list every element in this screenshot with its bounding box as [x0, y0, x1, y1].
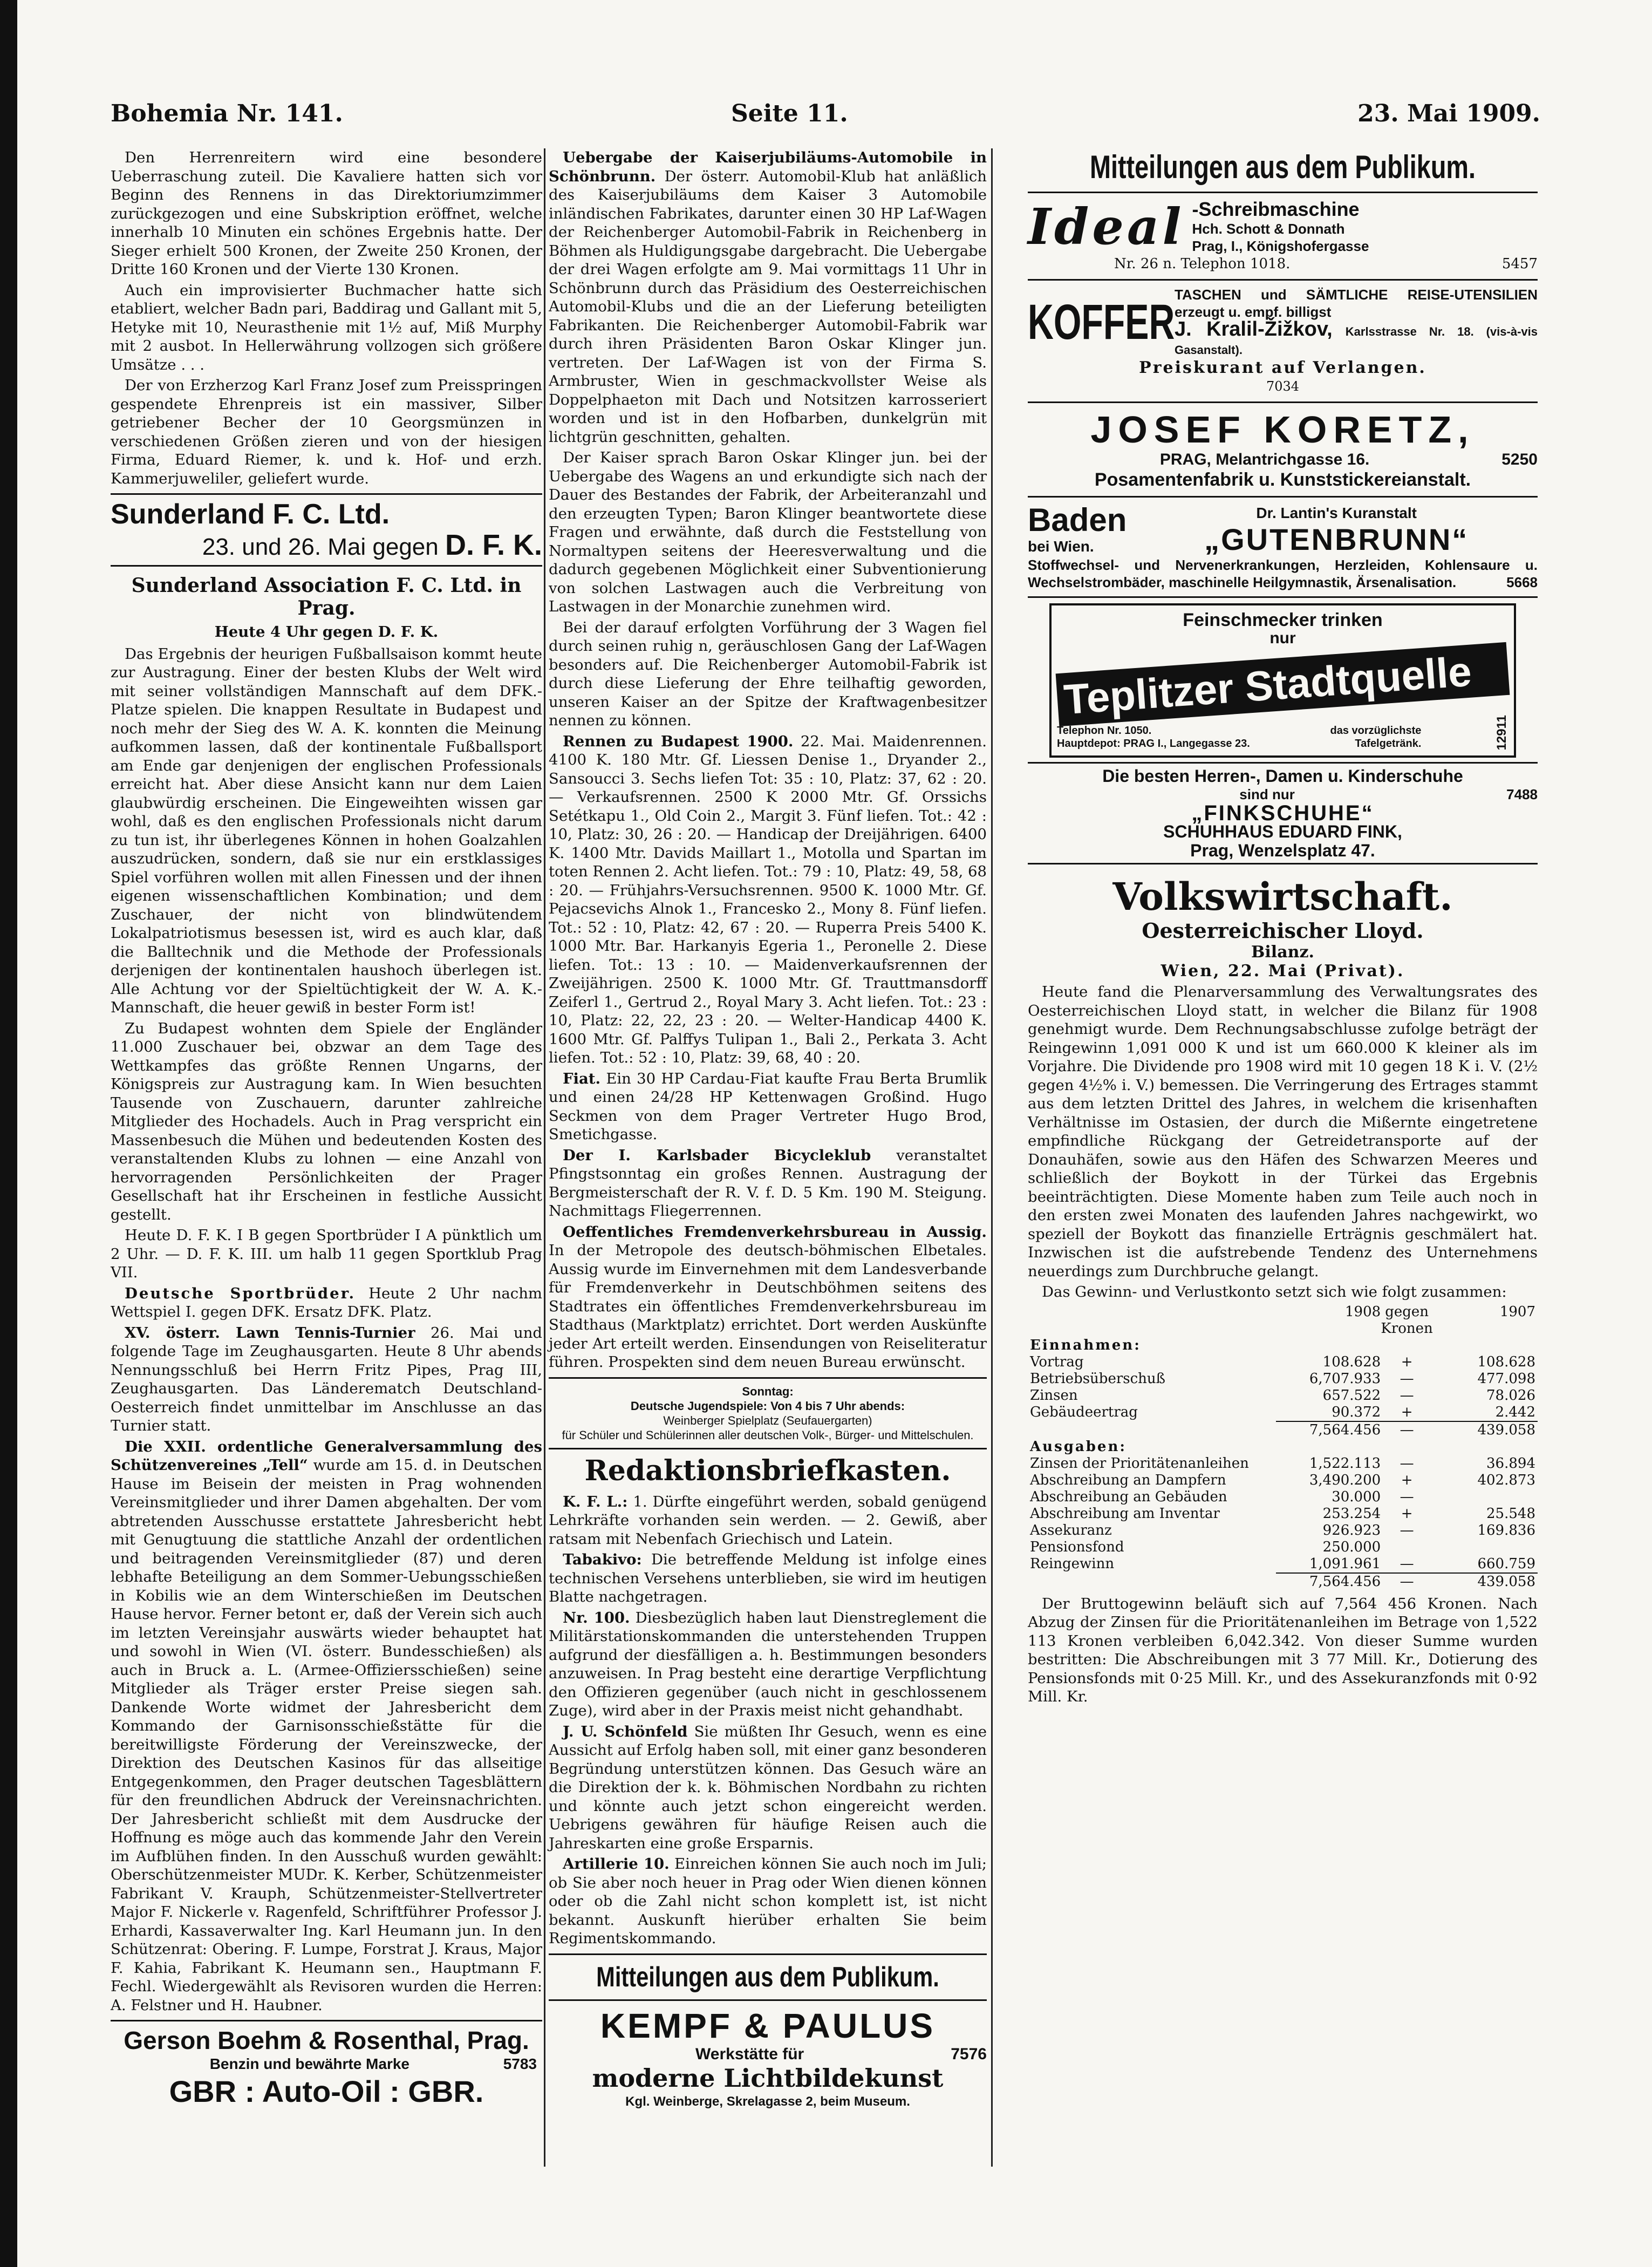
item-heading: Der I. Karlsbader Bicycleklub: [563, 1146, 871, 1164]
ad-address: PRAG, Melantrichgasse 16.: [1159, 450, 1370, 468]
ad-number: 7488: [1506, 786, 1538, 803]
header-page-number: Seite 11.: [731, 100, 848, 127]
reply-text: Sie müßten Ihr Gesuch, wenn es eine Aussicht auf Erfolg haben soll, mit einer ganz besonderen Begründung unterstützen können. Das Gesuch wäre an die Direktion der k. k. Böhmischen Nordbahn zu richten und könnte auch jetzt schon eingereicht werden. Uebrigens gewähren für häufige Reisen auch die Jahreskarten eine große Ersparnis.: [549, 1723, 987, 1852]
letter-reply: [549, 1855, 987, 1948]
ad-number: 7576: [951, 2045, 987, 2063]
item-heading: Die XXII. ordentliche Generalversammlung des Schützenvereines „Tell“: [111, 1438, 542, 1474]
item-heading: Deutsche Sportbrüder.: [125, 1284, 356, 1302]
table-cell: 108.628: [1322, 1353, 1381, 1370]
ad-text: Werkstätte für: [695, 2045, 804, 2063]
table-cell: Zinsen der Prioritätenanleihen: [1030, 1455, 1249, 1472]
ad-details: [1175, 286, 1538, 359]
ad-address: Karlsstrasse Nr. 18. (vis-à-vis Gasanstalt).: [1175, 324, 1538, 357]
article-paragraph: [549, 1223, 987, 1372]
table-section: Ausgaben:: [1030, 1438, 1127, 1455]
article-paragraph: Das Gewinn- und Verlustkonto setzt sich wie folgt zusammen:: [1042, 1283, 1507, 1301]
item-text: veranstaltet Pfingstsonntag ein großes Rennen. Austragung der Bergmeisterschaft der R. V. f. D. 5 Km. 190 M. Steigung. Nachmittags Fliegerrennen.: [549, 1146, 987, 1220]
divider: [1028, 596, 1538, 598]
table-cell: 169.836: [1477, 1522, 1535, 1538]
ad-number: 7034: [1266, 379, 1300, 394]
ad-number: 12911: [1494, 714, 1509, 750]
notice-line: für Schüler und Schülerinnen aller deutschen Volk-, Bürger- und Mittelschulen.: [562, 1428, 974, 1442]
table-cell: 250.000: [1322, 1538, 1381, 1555]
table-cell: 108.628: [1477, 1353, 1535, 1370]
article-paragraph: Der Bruttogewinn beläuft sich auf 7,564 456 Kronen. Nach Abzug der Zinsen für die Prioritätenanleihen im Betrage von 1,522 113 Kronen verbleiben 6,042.342. Von dieser Summe wurden bestritten: Die Abschreibungen mit 3 77 Mill. Kr., Dotierung des Pensionsfonds mit 0·25 Mill. Kr., und des Assekuranzfonds mit 0·92 Mill. Kr.: [1028, 1595, 1538, 1706]
scan-edge: [0, 0, 17, 2267]
table-cell: [1431, 1439, 1538, 1455]
table-cell: Gebäudeertrag: [1030, 1404, 1138, 1421]
article-paragraph: [549, 1146, 987, 1221]
ad-text: Die besten Herren-, Damen u. Kinderschuhe: [1102, 766, 1463, 786]
ad-place: [1028, 503, 1127, 556]
reply-heading: J. U. Schönfeld: [563, 1723, 688, 1740]
ad-line: [549, 2045, 987, 2064]
table-cell: 477.098: [1477, 1370, 1535, 1387]
divider: [1028, 496, 1538, 498]
reply-text: 1. Dürfte eingeführt werden, sobald genügend Lehrkräfte vorhanden sein werden. — 2. Gewiß, aber ratsam mit Nebenfach Griechisch und Latein.: [549, 1493, 987, 1548]
table-cell: 90.372: [1332, 1404, 1381, 1420]
table-cell: 402.873: [1477, 1472, 1535, 1488]
column-2: [549, 148, 987, 2112]
item-text: In der Metropole des deutsch-böhmischen Elbetales. Aussig wurde im Einvernehmen mit dem Landesverbande für Fremdenverkehr in Deutschböhmen seitens des Stadtrates ein öffentliches Fremdenverkehrsbureau im Stadthaus (Marktplatz) errichtet. Dort werden Auskünfte jeder Art erteilt werden. Einsendungen von Reiseliteratur führen. Prospekten sind dem neuen Bureau erwünscht.: [549, 1242, 987, 1371]
table-cell: [1276, 1439, 1383, 1455]
ad-company: JOSEF KORETZ,: [1090, 408, 1475, 451]
ad-footer-left: [1057, 724, 1250, 750]
article-paragraph: Der von Erzherzog Karl Franz Josef zum Preisspringen gespendete Ehrenpreis ist ein massiver, Silber getriebener Becher der 10 Georgsmünzen in verschiedenen Größen zieren und von der hiesigen Firma, Eduard Riemer, k. und k. Hof- und erzh. Kammerjuweliler, geliefert wurde.: [111, 377, 542, 487]
ad-section-title: Mitteilungen aus dem Publikum.: [596, 1961, 939, 1993]
article-paragraph: Der Kaiser sprach Baron Oskar Klinger jun. bei der Uebergabe des Wagens an und erkundigte sich nach der Dauer des Bestandes der Fabrik, der Arbeiteranzahl und den erzeugten Typen; Baron Klinger beantwortete diese Fragen und erwähnte, daß durch die Feststellung von Normaltypen seitens der Heeresverwaltung und die dadurch gegebenen Möglichkeit einer Subventionierung von solchen Lastwagen auch die Verbreitung von Lastwagen in der Monarchie zunehmen wird.: [549, 449, 987, 615]
table-cell: Abschreibung am Inventar: [1030, 1505, 1220, 1522]
koretz-ad: [1028, 409, 1538, 491]
divider: [1028, 279, 1538, 281]
item-heading: Fiat.: [563, 1070, 601, 1087]
table-cell: —: [1400, 1555, 1414, 1572]
ad-address: Prag, I., Königshofergasse: [1192, 238, 1369, 254]
dateline: Wien, 22. Mai (Privat).: [1161, 961, 1405, 981]
section-headline: Redaktionsbriefkasten.: [584, 1454, 951, 1487]
reply-text: Die betreffende Meldung ist infolge eines technischen Versehens unterblieben, sie wird im heutigen Blatte nachgetragen.: [549, 1551, 987, 1605]
reply-text: Einreichen können Sie auch noch im Juli; ob Sie aber noch heuer in Prag oder Wien dienen können oder ob die Zahl nicht schon komplett ist, ist nicht bekannt. Auskunft hierüber erhalten Sie beim Regimentskommando.: [549, 1855, 987, 1947]
table-header: gegen: [1385, 1303, 1429, 1320]
article-subheadline: Heute 4 Uhr gegen D. F. K.: [214, 623, 439, 641]
article-paragraph: [111, 1438, 542, 2015]
article-paragraph: [549, 732, 987, 1067]
table-cell: Zinsen: [1030, 1387, 1078, 1404]
article-subheadline: Bilanz.: [1251, 943, 1314, 962]
table-cell: [1431, 1489, 1538, 1506]
ad-details: [1192, 199, 1538, 255]
ad-tagline: Preiskurant auf Verlangen.: [1139, 358, 1426, 377]
table-cell: —: [1400, 1522, 1414, 1538]
column-rule: [991, 148, 993, 2167]
ad-line: [116, 2055, 537, 2074]
fink-ad: [1028, 762, 1538, 865]
table-cell: —: [1400, 1455, 1414, 1472]
divider: [1028, 192, 1538, 193]
table-cell: [1028, 1421, 1276, 1439]
table-sum-row: [1028, 1573, 1538, 1590]
item-heading: XV. österr. Lawn Tennis-Turnier: [125, 1324, 415, 1342]
notice-line: Weinberger Spielplatz (Seufauergarten): [663, 1413, 872, 1427]
table-cell: 30.000: [1332, 1488, 1381, 1505]
table-cell: 660.759: [1477, 1555, 1535, 1572]
ad-text: Posamentenfabrik u. Kunststickereianstalt.: [1094, 469, 1471, 490]
ad-product: -Schreibmaschine: [1192, 198, 1360, 220]
table-cell: 25.548: [1486, 1505, 1535, 1522]
table-cell: Abschreibung an Gebäuden: [1030, 1488, 1227, 1505]
table-cell: Assekuranz: [1030, 1522, 1112, 1538]
ad-company: Gerson Boehm & Rosenthal, Prag.: [124, 2026, 529, 2054]
ad-details: [1135, 504, 1538, 556]
table-cell: 78.026: [1486, 1387, 1535, 1404]
divider: [549, 1448, 987, 1449]
ad-text: [1028, 556, 1538, 591]
table-row: [1028, 1354, 1538, 1371]
ad-opponent: D. F. K.: [445, 529, 542, 561]
ad-text: Benzin und bewährte Marke: [209, 2055, 409, 2072]
balance-table: [1028, 1304, 1538, 1590]
header-date: 23. Mai 1909.: [1357, 100, 1540, 127]
table-unit: Kronen: [1381, 1320, 1433, 1337]
ad-subplace: bei Wien.: [1028, 538, 1094, 555]
article-paragraph: Zu Budapest wohnten dem Spiele der Engländer 11.000 Zuschauer bei, obzwar an dem Tage des Wettkampfes das größte Rennen Ungarns, der Königspreis zur Austragung kam. In Wien besuchten Tausende von Zuschauern, darunter zahlreiche Mitglieder des Hochadels. Auch in Prag verspricht ein Massenbesuch die Mühen und bedeutenden Kosten des veranstaltenden Klubs zu lohnen — eine Anzahl von hervorragenden Persönlichkeiten der Prager Gesellschaft hat ihr Erscheinen in festliche Aussicht gestellt.: [111, 1019, 542, 1223]
table-cell: 926.923: [1322, 1522, 1381, 1538]
kempf-ad: [549, 2006, 987, 2112]
ad-number: 5457: [1501, 256, 1538, 272]
reply-heading: Nr. 100.: [563, 1609, 630, 1626]
table-cell: 253.254: [1322, 1505, 1381, 1522]
article-headline: Sunderland Association F. C. Ltd. in Prag.: [131, 574, 522, 619]
item-heading: Oeffentliches Fremdenverkehrsbureau in Aussig.: [563, 1223, 987, 1241]
page-header: [111, 97, 1540, 135]
table-cell: [1431, 1539, 1538, 1556]
table-row: [1028, 1506, 1538, 1522]
article-paragraph: [549, 148, 987, 446]
ad-brand: Baden: [1028, 502, 1127, 538]
ad-line: [1114, 255, 1538, 274]
section-headline: Volkswirtschaft.: [1112, 874, 1453, 920]
column-3: [1028, 148, 1538, 1708]
item-heading: Uebergabe der Kaiserjubiläums-Automobile in Schönbrunn.: [549, 149, 987, 185]
ad-line: [1175, 317, 1538, 359]
reply-heading: Artillerie 10.: [563, 1855, 670, 1873]
ad-dates: 23. und 26. Mai gegen: [202, 534, 439, 560]
ad-number: 5250: [1501, 450, 1538, 468]
ad-brand: GBR : Auto-Oil : GBR.: [169, 2074, 484, 2108]
sunderland-ad: [111, 493, 542, 567]
newspaper-page: [111, 97, 1540, 2175]
ad-line: [1028, 451, 1538, 469]
table-cell: +: [1401, 1505, 1413, 1522]
table-row: [1028, 1556, 1538, 1573]
item-heading: Rennen zu Budapest 1900.: [563, 732, 794, 750]
table-sum-row: [1028, 1421, 1538, 1439]
table-row: [1028, 1539, 1538, 1556]
ad-title: Sunderland F. C. Ltd.: [111, 499, 390, 530]
ad-company: SCHUHHAUS EDUARD FINK,: [1163, 822, 1402, 842]
reply-heading: Tabakivo:: [563, 1551, 642, 1568]
ad-tagline: moderne Lichtbildekunst: [592, 2064, 944, 2093]
header-issue: Bohemia Nr. 141.: [111, 100, 343, 127]
column-1: [111, 148, 542, 2119]
table-section-row: [1028, 1439, 1538, 1455]
article-paragraph: Den Herrenreitern wird eine besondere Ueberraschung zuteil. Die Kavaliere hatten sich vor Beginn des Rennens in das Direktoriumzimmer zurückgezogen und eine Subskription eröffnet, welche innerhalb 10 Minuten ein schönes Ergebnis hatte. Der Sieger erhielt 500 Kronen, der Zweite 250 Kronen, der Dritte 160 Kronen und der Vierte 130 Kronen.: [111, 149, 542, 278]
table-cell: [1383, 1539, 1431, 1556]
table-cell: —: [1400, 1387, 1414, 1404]
notice-line: Sonntag:: [742, 1384, 794, 1398]
table-cell: 1,522.113: [1309, 1455, 1381, 1472]
ad-subline: [111, 530, 542, 562]
table-cell: —: [1400, 1370, 1414, 1387]
table-cell: 6,707.933: [1309, 1370, 1381, 1387]
item-text: Der österr. Automobil-Klub hat anläßlich des Kaiserjubiläums dem Kaiser 3 Automobile inländischen Fabrikates, darunter einen 30 HP Laf-Wagen der Reichenberger Automobil-Fabrik in Reichenberg in Böhmen als Huldigungsgabe dargebracht. Die Uebergabe der drei Wagen erfolgte am 9. Mai vormittags 11 Uhr in Schönbrunn durch das Präsidium des Oesterreichischen Automobil-Klubs und die an der Lieferung beteiligten Fabrikanten. Die Reichenberger Automobil-Fabrik war durch ihren Präsidenten Baron Oskar Klinger jun. vertreten. Der Laf-Wagen ist von der Firma S. Armbruster, Wien in geschmackvollster Weise als Doppelphaeton mit Dach und Notsitzen karrosseriert worden und ist in den Hofbarben, dunkelgrün mit lichtgrün geschnitten, gehalten.: [549, 167, 987, 446]
ad-brand: KOFFER: [1028, 295, 1175, 350]
table-section-row: [1028, 1337, 1538, 1354]
table-cell: —: [1400, 1488, 1414, 1505]
table-row: [1028, 1489, 1538, 1506]
table-cell: 2.442: [1495, 1404, 1535, 1420]
table-header-row: [1028, 1304, 1538, 1320]
article-paragraph: [111, 1324, 542, 1435]
ad-company: „GUTENBRUNN“: [1204, 522, 1469, 556]
ad-company: KEMPF & PAULUS: [600, 2006, 936, 2045]
article-paragraph: Das Ergebnis der heurigen Fußballsaison kommt heute zur Austragung. Einer der besten Klubs der Welt wird mit seiner vollständigen Mannschaft auf dem DFK.-Platze spielen. Die knappen Resultate in Budapest und noch mehr der Sieg des W. A. K. konnten die Meinung aufkommen lassen, daß der kontinentale Fußballsport am Ende gar denjenigen der englischen Professionals erreicht hat. Aber diese Ansicht kann nur dem Laien glaubwürdig erscheinen. Die Eingeweihten wissen gar wohl, daß es den englischen Professionals nicht darum zu tun ist, ihr überlegenes Können in hohen Goalzahlen auszudrücken, sondern, daß sie nur ein erstklassiges Spiel vorführen wollen mit allen Finessen und der ihnen eigenen wissenschaftlichen Kombination; und dem Zuschauer, der nicht von blindwütendem Lokalpatriotismus besessen ist, wird es auch klar, daß die Balltechnik und die Methode der Professionals derjenigen der kontinentalen haushoch überlegen ist. Alle Achtung vor der Spieltüchtigkeit der W. A. K.-Mannschaft, die heuer gewiß in bester Form ist!: [111, 645, 542, 1016]
letter-reply: [549, 1493, 987, 1549]
column-rule: [544, 148, 545, 2167]
ad-text: sind nur: [1239, 786, 1295, 803]
table-sum-cell: 439.058: [1431, 1573, 1538, 1590]
ad-brand: Teplitzer Stadtquelle: [1056, 642, 1510, 726]
table-row: [1028, 1404, 1538, 1421]
table-sum-cell: 7,564.456: [1276, 1573, 1383, 1590]
gbr-ad: [111, 2020, 542, 2114]
table-sum-cell: —: [1383, 1421, 1431, 1439]
article-paragraph: [549, 1070, 987, 1144]
table-cell: 1,091.961: [1309, 1555, 1381, 1572]
article-paragraph: Auch ein improvisierter Buchmacher hatte sich etabliert, welcher Badn pari, Baddirag und Gallant mit 5, Hetyke mit 10, Neurasthenie mit 1½ auf, Miß Murphy mit 2 ausbot. In Hellerwährung vollzogen sich größere Umsätze . . .: [111, 281, 542, 373]
article-paragraph: Heute D. F. K. I B gegen Sportbrüder I A pünktlich um 2 Uhr. — D. F. K. III. um halb 11 gegen Sportklub Prag VII.: [111, 1227, 542, 1281]
ad-text: Feinschmecker trinken: [1183, 609, 1383, 630]
teplitzer-ad: [1049, 603, 1516, 758]
table-row: [1028, 1455, 1538, 1472]
ad-text: Dr. Lantin's Kuranstalt: [1256, 505, 1417, 521]
table-sum-cell: 7,564.456: [1276, 1421, 1383, 1439]
divider: [549, 1999, 987, 2001]
table-sum-cell: —: [1383, 1573, 1431, 1590]
table-cell: 657.522: [1322, 1387, 1381, 1404]
table-cell: 3,490.200: [1309, 1472, 1381, 1488]
table-cell: Betriebsüberschuß: [1030, 1370, 1166, 1387]
divider: [549, 1377, 987, 1379]
table-cell: Reingewinn: [1030, 1556, 1115, 1572]
reply-text: Diesbezüglich haben laut Dienstreglement die Militärstationskommanden die unterstehenden Truppen aufgrund der diesfälligen a. h. Bestimmungen besonders anzuweisen. In Prag besteht eine derartige Verpflichtung den Offizieren gegenüber (auch nicht in geschlossenem Zuge), wird aber in der Praxis meist nicht gehandhabt.: [549, 1609, 987, 1719]
ad-company: Hch. Schott & Donnath: [1192, 221, 1345, 237]
table-cell: 36.894: [1486, 1455, 1535, 1472]
article-paragraph: Bei der darauf erfolgten Vorführung der 3 Wagen fiel durch seinen ruhig n, geräuschlosen Gang der Laf-Wagen besonders auf. Die Reichenberger Automobil-Fabrik ist durch diese Lieferung der Ehre teilhaftig geworden, unseren Kaiser an der Spitze der Kraftwagenbesitzer nennen zu können.: [549, 618, 987, 729]
table-cell: Abschreibung an Dampfern: [1030, 1472, 1226, 1488]
letter-reply: [549, 1609, 987, 1720]
table-cell: Pensionsfond: [1030, 1538, 1124, 1555]
table-cell: +: [1401, 1404, 1413, 1420]
ad-address: Prag, Wenzelsplatz 47.: [1190, 840, 1375, 860]
ad-phone: Telephon Nr. 1050.: [1057, 724, 1152, 737]
table-header-row: [1028, 1320, 1538, 1337]
letter-reply: [549, 1550, 987, 1606]
item-text: 26. Mai und folgende Tage im Zeughausgarten. Heute 8 Uhr abends Nennungsschluß bei Herrn Fritz Pipes, Prag III, Zeughausgarten. Das Länderematch Deutschland-Oesterreich findet unmittelbar im Anschlusse an das Turnier statt.: [111, 1324, 543, 1434]
table-sum-cell: 439.058: [1431, 1421, 1538, 1439]
baden-ad: [1028, 503, 1538, 591]
table-row: [1028, 1472, 1538, 1489]
ad-address: Kgl. Weinberge, Skrelagasse 2, beim Museum.: [625, 2094, 910, 2109]
ad-section-title: Mitteilungen aus dem Publikum.: [1089, 149, 1476, 185]
article-paragraph: Heute fand die Plenarversammlung des Verwaltungsrates des Oesterreichischen Lloyd statt, in welcher die Bilanz für 1908 genehmigt wurde. Dem Rechnungsabschlusse zufolge beträgt der Reingewinn 1,091 000 K und ist um 660.000 K kleiner als im Vorjahre. Die Dividende pro 1908 wird mit 10 gegen 18 K i. V. (2½ gegen 4½% i. V.) bemessen. Die Verringerung des Ertrages stammt aus dem letzten Drittel des Jahres, in welchem die krisenhaften Verhältnisse im Ostasien, der durch die Mißernte eingetretene empfindliche Rückgang der Getreidetransporte auf der Donauhäfen, sowie aus den Häfen des Schwarzen Meeres und schließlich der Boykott in der Türkei das Ergebnis beeinträchtigten. Diese Momente haben zum Teile auch noch in den ersten zwei Monaten des laufenden Jahres nachgewirkt, wo speziell der Boykott das finanzielle Erträgnis geschmälert hat. Inzwischen ist die aufstrebende Tendenz des Unternehmens neuerdings zum Durchbruche gelangt.: [1028, 983, 1538, 1280]
ad-company: J. Kralil-Žižkov,: [1175, 317, 1333, 341]
table-section: Einnahmen:: [1030, 1337, 1141, 1353]
divider: [1028, 401, 1538, 403]
ad-text: TASCHEN und SÄMTLICHE REISE-UTENSILIEN erzeugt u. empf. billigst: [1175, 286, 1538, 320]
notice-line: Deutsche Jugendspiele: Von 4 bis 7 Uhr abends:: [630, 1399, 905, 1413]
ad-number: 5783: [503, 2055, 537, 2072]
table-cell: [1028, 1573, 1276, 1590]
table-cell: Vortrag: [1030, 1353, 1084, 1370]
table-row: [1028, 1522, 1538, 1539]
table-cell: +: [1401, 1353, 1413, 1370]
item-text: 22. Mai. Maidenrennen. 4100 K. 180 Mtr. Gf. Liessen Denise 1., Dryander 2., Sansoucci 3. Sechs liefen Tot: 35 : 10, Platz: 37, 62 : 20. — Verkaufsrennen. 2500 K 2000 Mtr. Gf. Orssichs Setétkapu 1., Old Coin 2., Margit 3. Fünf liefen. Tot.: 42 : 10, Platz: 30, 26 : 20. — Handicap der Dreijährigen. 6400 K. 1400 Mtr. Davids Maillart 1., Motolla und Spartan im toten Rennen 2. Acht liefen. Tot.: 79 : 10, Platz: 49, 58, 68 : 20. — Frühjahrs-Versuchsrennen. 9500 K. 1000 Mtr. Gf. Pejacsevichs Alnok 1., Francesko 2., Mony 8. Fünf liefen. Tot.: 52 : 10, Platz: 42, 67 : 20. — Ruperra Preis 5400 K. 1000 Mtr. Bar. Harkanyis Egeria 1., Peronelle 2. Diese liefen. Tot.: 13 : 10. — Maidenverkaufsrennen der Zweijährigen. 2500 K. 1000 Mtr. Gf. Trauttmansdorff Zeiferl 1., Gertrud 2., Royal Mary 3. Acht liefen. Tot.: 23 : 10, Platz: 22, 22, 23 : 20. — Welter-Handicap 4400 K. 1600 Mtr. Gf. Palffys Tulipan 1., Bali 2., Perkata 3. Acht liefen. Tot.: 52 : 10, Platz: 39, 68, 40 : 20.: [549, 732, 987, 1066]
notice-box: [549, 1384, 987, 1442]
ad-address: Hauptdepot: PRAG I., Langegasse 23.: [1057, 737, 1250, 750]
table-cell: +: [1401, 1472, 1413, 1488]
table-cell: [1383, 1439, 1431, 1455]
ideal-ad: [1028, 199, 1538, 255]
table-row: [1028, 1387, 1538, 1404]
koffer-ad: [1028, 286, 1538, 359]
table-row: [1028, 1371, 1538, 1387]
table-header: 1907: [1499, 1303, 1535, 1320]
reply-heading: K. F. L.:: [563, 1493, 628, 1510]
ad-tagline: das vorzüglichste Tafelgetränk.: [1330, 724, 1422, 750]
item-text: Heute 2 Uhr nachm Wettspiel I. gegen DFK. Ersatz DFK. Platz.: [111, 1284, 542, 1320]
ad-address: Nr. 26 n. Telephon 1018.: [1114, 256, 1291, 272]
letter-reply: [549, 1723, 987, 1853]
item-text: Ein 30 HP Cardau-Fiat kaufte Frau Berta Brumlik und einen 24/28 HP Kettenwagen Großind. Hugo Seckmen von dem Prager Vertreter Hugo Brod, Smetichgasse.: [549, 1070, 987, 1143]
ad-brand: Ideal: [1028, 198, 1185, 256]
divider: [549, 1953, 987, 1955]
article-headline: Oesterreichischer Lloyd.: [1142, 918, 1424, 943]
ad-number: 5668: [1506, 574, 1538, 590]
table-header: 1908: [1345, 1303, 1381, 1320]
article-paragraph: [111, 1284, 542, 1322]
ad-brand: „FINKSCHUHE“: [1191, 801, 1374, 825]
ad-description: Stoffwechsel- und Nervenerkrankungen, Herzleiden, Kohlensaure u. Wechselstrombäder, maschinelle Heilgymnastik, Ärsenalisation.: [1028, 556, 1538, 590]
ad-text: nur: [1269, 629, 1296, 647]
item-text: wurde am 15. d. in Deutschen Hause im Beisein der meisten in Prag wohnenden Vereinsmitglieder und ihrer Damen abgehalten. Der vom abtretenden Ausschusse erstattete Jahresbericht hebt mit Genugtuung die stattliche Anzahl der ordentlichen und beitragenden Vereinsmitglieder (87) und deren lebhafte Beteiligung an dem Sommer-Uebungsschießen in Kobilis wie an dem Winterschießen im Deutschen Hause hervor. Ferner betont er, daß der Verein sich auch im letzten Vereinsjahr auswärts wieder behauptet hat und sowohl in Wien (VI. österr. Bundesschießen) als auch in Bruck a. L. (Armee-Offiziersschießen) seine Mitglieder als Träger erster Preise siegen sah. Dankende Worte widmet der Jahresbericht dem Kommando der Garnisonsschießstätte für die bereitwilligste Förderung der Vereinszwecke, der Direktion des Deutschen Kasinos für das allseitige Entgegenkommen, den Prager deutschen Tagesblättern für den freundlichen Abdruck der Vereinsnachrichten. Der Jahresbericht schließt mit dem Ausdrucke der Hoffnung es möge auch das kommende Jahr den Verein im Aufblühen finden. In den Ausschuß wurden gewählt: Oberschützenmeister MUDr. K. Kerber, Schützenmeister Fabrikant V. Krauph, Schützenmeister-Stellvertreter Major F. Nickerle v. Ragenfeld, Schriftführer Professor J. Erhardi, Kassaverwalter Ing. Karl Heumann jun. In den Schützenrat: Obering. F. Lumpe, Forstrat J. Kraus, Major F. Kahia, Fabrikant K. Heumann sen., Hauptmann F. Fechl. Wiedergewählt als Revisoren wurden die Herren: A. Felstner und H. Haubner.: [111, 1456, 542, 2014]
